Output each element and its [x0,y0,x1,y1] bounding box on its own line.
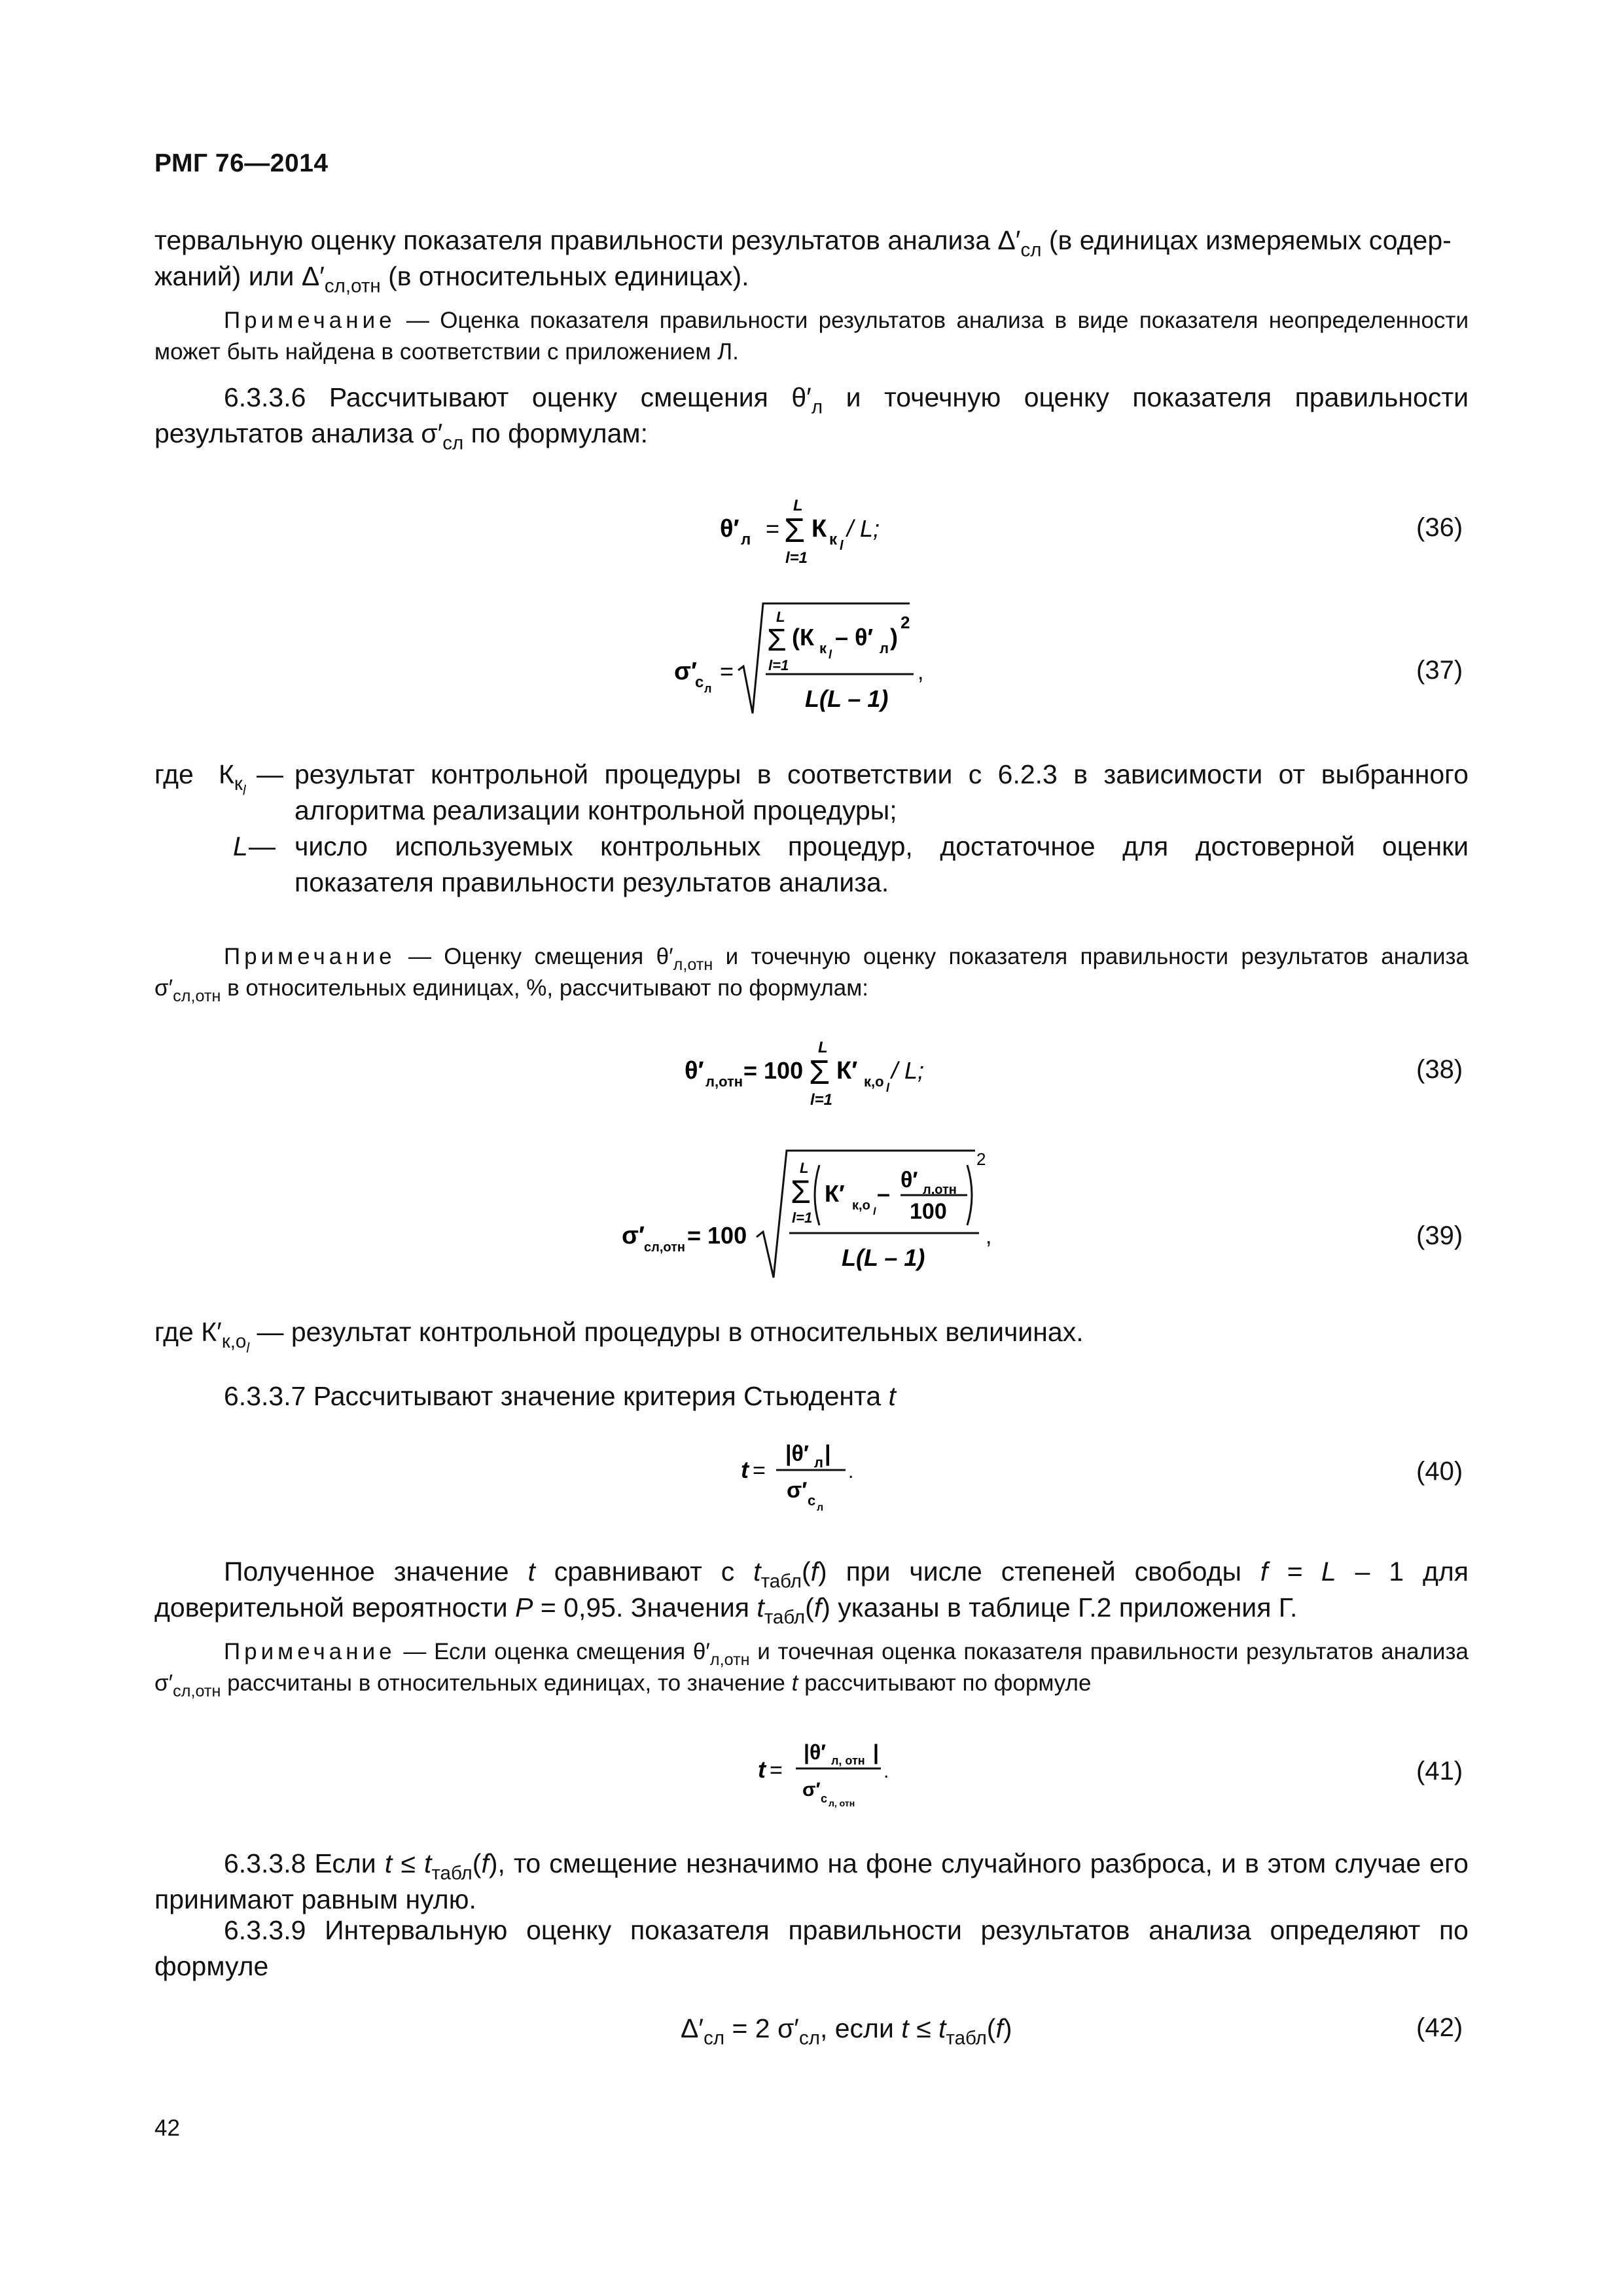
where-label: где [154,759,194,789]
page-number: 42 [154,2115,180,2141]
f38-tail: / L; [891,1057,925,1084]
f38-lhs-sub: л,отн [705,1073,743,1090]
f40-den-subsub: л [817,1502,824,1513]
where-relative-result: где $К'_{к,о_l}$ — результат контрольной процедуры в относительных величинах. [154,1317,1084,1356]
f37-sum-bot: l=1 [768,657,789,673]
def1-symbol: $К_{к_l}$ [219,759,246,798]
paragraph-6-3-3-6: 6.3.3.6 Рассчитывают оценку смещения $\theta'_л$ и точечную оценку показателя правильности результатов анализа $\sigma'_{сл}$ по формулам: [154,382,1469,454]
note-relative-units: Примечание — Оценку смещения $\theta'_{л,отн}$ и точечную оценку показателя правильности результатов анализа $\sigma'_{сл,отн}$ в относительных единицах, %, рассчитывают по формулам: [154,944,1469,1005]
f38-sum: Σ [809,1054,830,1092]
equation-number-38: (38) [1416,1055,1463,1084]
f39-tail: , [986,1224,992,1249]
def2-dash: — [249,831,276,861]
f38-term-subsub: l [886,1081,890,1094]
f41-den: σ′ [802,1779,821,1801]
f36-term: К [812,515,827,543]
f40-den: σ′ [787,1478,808,1503]
formula-41 [753,1728,923,1820]
paragraph-student-comparison: Полученное значение t сравнивают с $t_{табл}(f)$ при числе степеней свободы f = L – 1 для доверительной вероятности P = 0,95. Значения $t_{табл}(f)$ указаны в таблице Г.2 приложения Г. [154,1556,1469,1628]
def1-text: результат контрольной процедуры в соответствии с 6.2.3 в зависимости от выбранного алгоритма реализации контрольной процедуры; [294,759,1469,825]
f39-open-paren [815,1165,819,1225]
formula-36 [713,490,936,575]
f39-sum-bot: l=1 [792,1210,813,1226]
f36-tail: / L; [847,515,880,542]
f36-sum-top: L [793,497,803,514]
f39-term-subsub: l [873,1206,876,1217]
f38-eq: = 100 [743,1057,804,1084]
f38-lhs: θ′ [685,1057,704,1085]
f38-term-sub: к,о [864,1073,884,1090]
f39-term: К′ [825,1180,845,1207]
f39-lhs-sub: сл,отн [644,1240,685,1255]
equation-number-40: (40) [1416,1457,1463,1486]
f37-num-c: ) [890,624,898,651]
f36-sum: Σ [784,512,806,550]
f40-den-sub: с [808,1492,816,1509]
f37-num-sub: к [819,640,827,656]
formula-38 [678,1031,940,1117]
f41-den-subsub: л, отн [829,1798,855,1808]
f36-sum-bot: l=1 [785,549,808,567]
f39-sum: Σ [791,1174,811,1210]
formula-42: $\Delta'_{сл} = 2$ $\sigma'_{сл}$, если $t \le t_{табл}(f)$ [681,2013,1012,2049]
equation-number-39: (39) [1416,1221,1463,1250]
equation-number-37: (37) [1416,656,1463,685]
f36-eq: = [766,515,780,542]
formula-37 [668,597,942,728]
f38-sum-top: L [818,1039,828,1056]
f39-minus: – [877,1180,891,1207]
f40-num: |θ′ [785,1441,810,1466]
f37-num-subsub: l [829,648,832,661]
f37-lhs-sub: с [695,673,704,691]
equation-number-42: (42) [1416,2013,1463,2042]
def1-dash: — [257,759,283,789]
f37-den: L(L – 1) [805,685,889,712]
paragraph-6-3-3-9: 6.3.3.9 Интервальную оценку показателя правильности результатов анализа определяют по формуле [154,1915,1469,1981]
f36-term-subsub: l [840,539,844,553]
f41-tail: . [883,1761,889,1782]
f37-tail: , [918,660,924,685]
formula-39 [609,1139,1014,1289]
f39-eq: = 100 [687,1222,747,1249]
f40-tail: . [848,1461,854,1482]
document-code: РМГ 76—2014 [154,149,329,177]
f41-lhs: t [758,1756,766,1783]
f37-num: (К [792,624,814,651]
f37-num-sub2: л [880,640,889,656]
formula-40 [736,1431,893,1522]
f40-num-sub: л [814,1454,823,1471]
def2-text: число используемых контрольных процедур, достаточное для достоверной оценки показателя правильности результатов анализа. [294,831,1469,897]
f37-lhs: σ′ [674,658,698,685]
f37-pow: 2 [901,613,910,632]
f41-num-sub: л, отн [831,1754,865,1767]
paragraph-6-3-3-8: 6.3.3.8 Если $t \le t_{табл}(f)$, то смещение незначимо на фоне случайного разброса, и в этом случае его принимают равным нулю. [154,1848,1469,1914]
f40-num-end: | [825,1441,831,1466]
f37-sum: Σ [767,623,787,658]
paragraph-continuation: тервальную оценку показателя правильности результатов анализа $\Delta'_{сл}$ (в единицах измеряемых содер- жаний) или $\Delta'_{сл,отн}$ (в относительных единицах). [154,225,1452,297]
f37-num-b: – θ′ [835,624,874,651]
f39-inner-num-sub: л,отн [923,1183,957,1197]
f37-lhs-subsub: л [704,682,712,695]
f38-term: К′ [836,1057,858,1085]
f38-sum-bot: l=1 [810,1091,833,1109]
f39-term-sub: к,о [852,1198,870,1213]
equation-number-36: (36) [1416,513,1463,542]
f39-lhs: σ′ [622,1222,645,1249]
f39-close-paren [967,1165,972,1225]
f41-num-end: | [873,1740,879,1764]
f41-num: |θ′ [804,1740,826,1764]
def2-symbol: L [233,831,248,861]
f39-inner-num: θ′ [901,1168,918,1193]
f36-lhs: θ′ [720,515,740,543]
f39-pow: 2 [976,1149,986,1169]
note-uncertainty: Примечание — Оценка показателя правильности результатов анализа в виде показателя неопределенности может быть найдена в соответствии с приложением Л. [154,308,1469,365]
f36-lhs-sub: л [741,531,751,548]
f37-eq: = [720,658,734,685]
f39-inner-den: 100 [910,1199,947,1224]
f40-lhs: t [741,1456,749,1483]
f36-term-sub: к [829,531,838,548]
f41-den-sub: с [821,1792,828,1805]
f39-sum-top: L [800,1160,809,1176]
equation-number-41: (41) [1416,1757,1463,1785]
f37-sum-top: L [776,609,785,625]
f41-eq: = [770,1758,783,1783]
f39-den: L(L – 1) [842,1244,925,1271]
note-relative-t: Примечание — Если оценка смещения $\theta'_{л,отн}$ и точечная оценка показателя правильности результатов анализа $\sigma'_{сл,отн}$ рассчитаны в относительных единицах, то значение t рассчитывают по формуле [154,1639,1469,1700]
paragraph-6-3-3-7: 6.3.3.7 Рассчитывают значение критерия Стьюдента t [224,1381,896,1411]
f40-eq: = [753,1458,766,1483]
